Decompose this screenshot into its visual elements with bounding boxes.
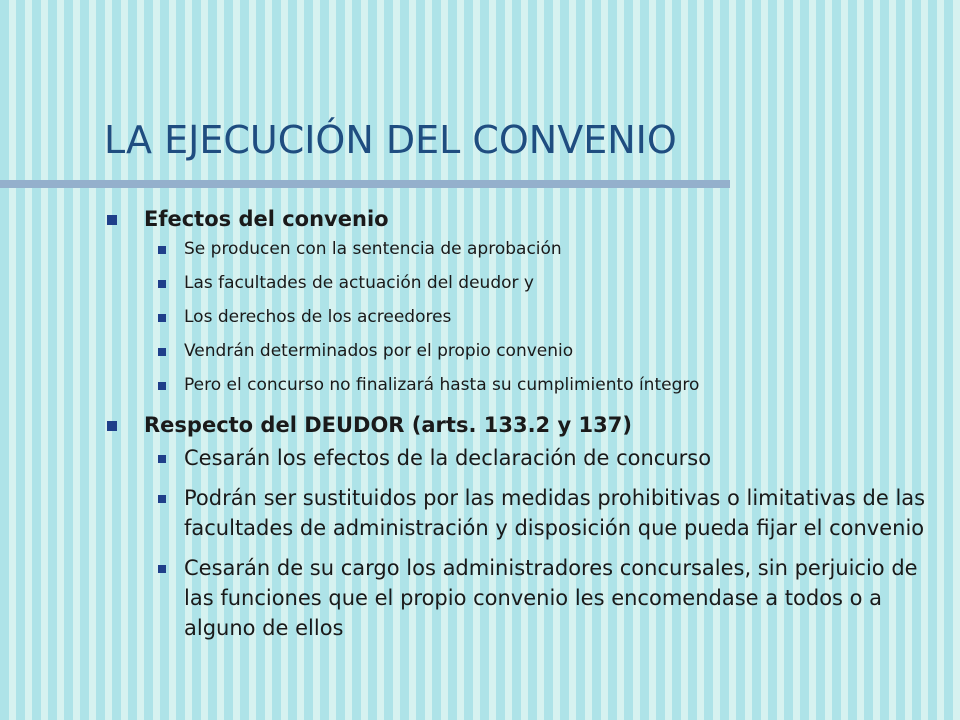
square-bullet-icon	[158, 314, 166, 322]
title-divider	[0, 180, 730, 188]
list-item	[144, 553, 934, 643]
list-item-text: Vendrán determinados por el propio convenio	[184, 341, 574, 361]
list-item	[144, 443, 934, 473]
section-deudor-items	[144, 443, 934, 643]
list-item-text: Los derechos de los acreedores	[184, 307, 452, 327]
square-bullet-icon	[158, 246, 166, 254]
square-bullet-icon	[158, 455, 166, 463]
list-item	[144, 305, 934, 329]
list-item	[144, 483, 934, 543]
list-item-text: Las facultades de actuación del deudor y	[184, 273, 534, 293]
list-item-text: Se producen con la sentencia de aprobación	[184, 239, 562, 259]
section-deudor	[104, 411, 934, 643]
list-item	[144, 373, 934, 397]
square-bullet-icon	[158, 495, 166, 503]
list-item	[144, 271, 934, 295]
section-efectos	[104, 205, 934, 397]
list-item-text: Pero el concurso no finalizará hasta su cumplimiento íntegro	[184, 375, 700, 395]
list-item	[144, 237, 934, 261]
square-bullet-icon	[158, 382, 166, 390]
list-item-text: Cesarán los efectos de la declaración de concurso	[184, 446, 712, 470]
square-bullet-icon	[158, 565, 166, 573]
square-bullet-icon	[107, 421, 117, 431]
slide-title: LA EJECUCIÓN DEL CONVENIO	[104, 118, 677, 162]
section-heading: Efectos del convenio	[144, 207, 389, 231]
list-item-text: Podrán ser sustituidos por las medidas prohibitivas o limitativas de las facultades de administración y disposición que pueda fijar el convenio	[184, 486, 926, 540]
section-heading: Respecto del DEUDOR (arts. 133.2 y 137)	[144, 413, 632, 437]
slide-content	[104, 205, 934, 653]
square-bullet-icon	[107, 215, 117, 225]
section-efectos-items	[144, 237, 934, 397]
list-item	[144, 339, 934, 363]
list-item-text: Cesarán de su cargo los administradores concursales, sin perjuicio de las funciones que el propio convenio les encomendase a todos o a alguno de ellos	[184, 556, 918, 640]
square-bullet-icon	[158, 280, 166, 288]
square-bullet-icon	[158, 348, 166, 356]
